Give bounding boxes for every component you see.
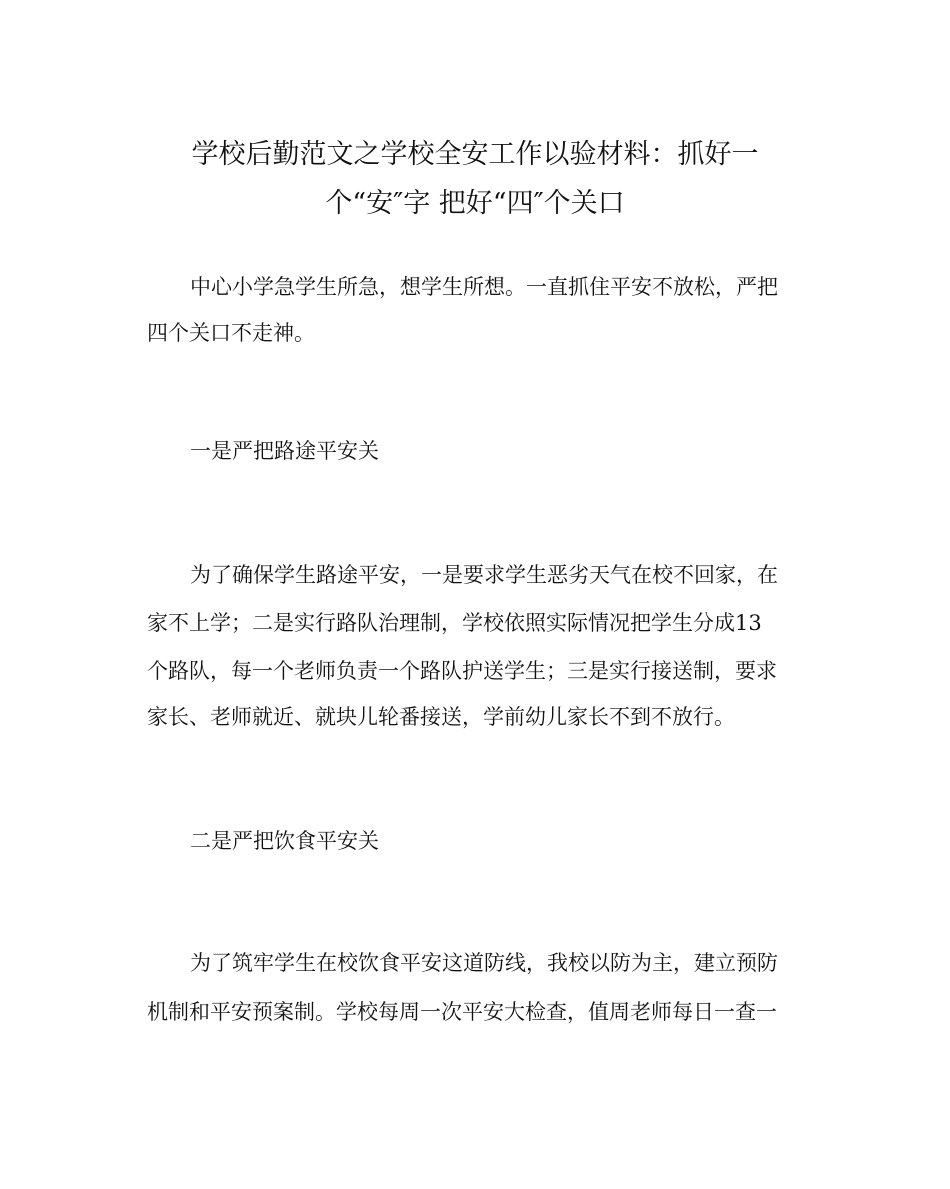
document-title-line-2: 个“安″字 把好“四″个关口 [325, 188, 625, 219]
document-title-line-1: 学校后勤范文之学校全安工作以验材料：抓好一 [191, 139, 759, 170]
food-safety-line-1: 为了筑牢学生在校饮食平安这道防线，我校以防为主，建立预防 [190, 951, 778, 975]
section-heading-food-safety: 二是严把饮食平安关 [190, 829, 379, 853]
road-safety-line-3: 个路队，每一个老师负责一个路队护送学生；三是实行接送制，要求 [147, 659, 777, 683]
intro-line-2: 四个关口不走神。 [147, 321, 315, 345]
intro-line-1: 中心小学急学生所急，想学生所想。一直抓住平安不放松，严把 [190, 275, 778, 299]
road-safety-line-1: 为了确保学生路途平安，一是要求学生恶劣天气在校不回家，在 [190, 563, 778, 587]
road-safety-line-4: 家长、老师就近、就块儿轮番接送，学前幼儿家长不到不放行。 [147, 705, 735, 729]
road-safety-line-2: 家不上学；二是实行路队治理制，学校依照实际情况把学生分成13 [147, 611, 762, 635]
food-safety-line-2: 机制和平安预案制。学校每周一次平安大检查，值周老师每日一查一 [147, 1000, 777, 1024]
section-heading-road-safety: 一是严把路途平安关 [190, 439, 379, 463]
